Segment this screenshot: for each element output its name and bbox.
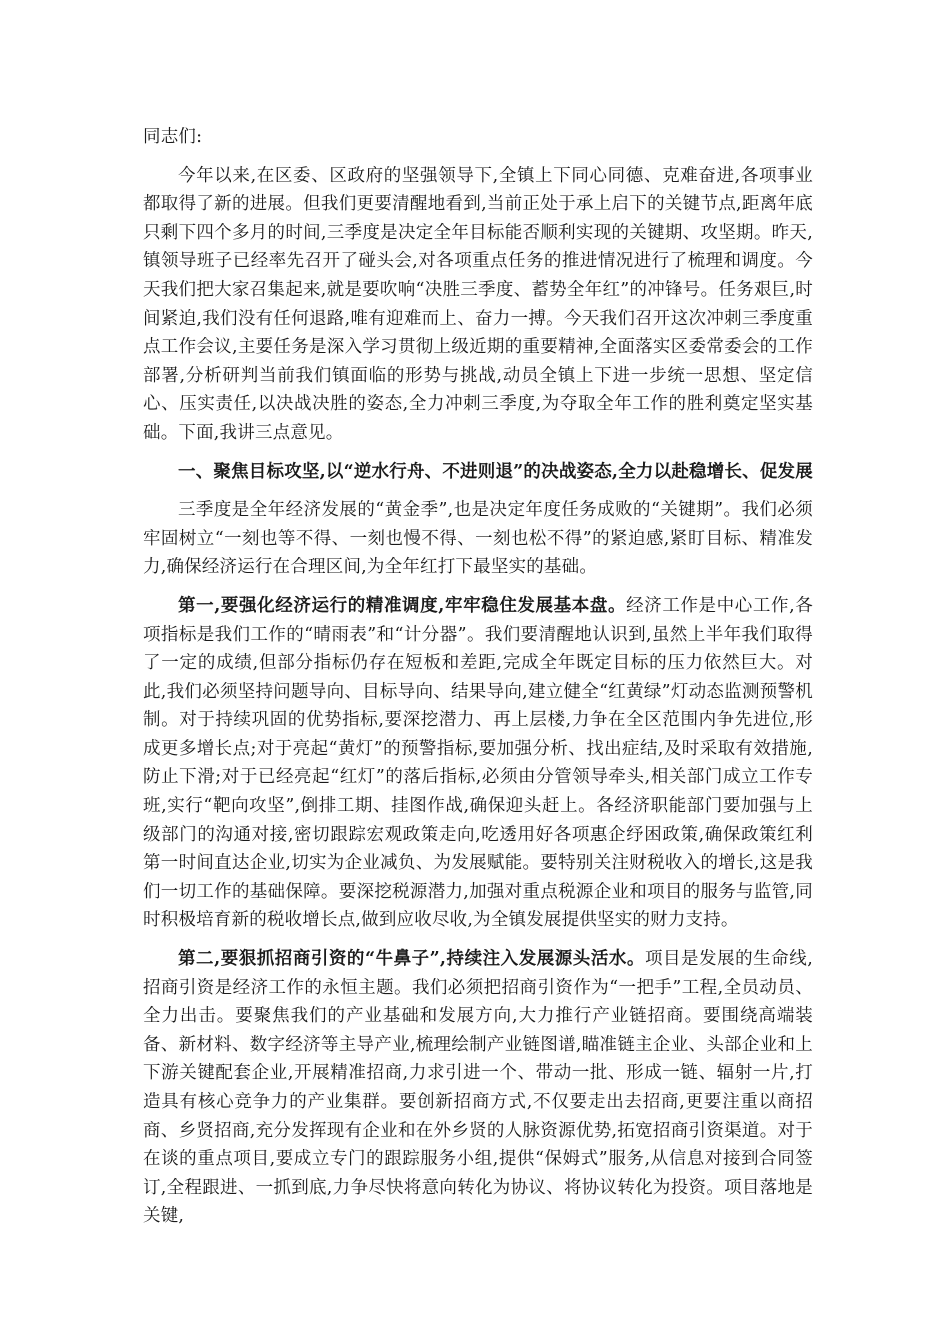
point-2-paragraph	[143, 945, 813, 1231]
point-2-lead: 第二,要狠抓招商引资的“牛鼻子”,持续注入发展源头活水。	[178, 949, 645, 970]
point-1-paragraph	[143, 592, 813, 935]
section-1-intro-paragraph: 三季度是全年经济发展的“黄金季”,也是决定年度任务成败的“关键期”。我们必须牢固树立“一刻也等不得、一刻也慢不得、一刻也松不得”的紧迫感,紧盯目标、精准发力,确保经济运行在合理区间,为全年红打下最坚实的基础。	[143, 500, 813, 578]
point-1-body: 经济工作是中心工作,各项指标是我们工作的“晴雨表”和“计分器”。我们要清醒地认识到,虽然上半年我们取得了一定的成绩,但部分指标仍存在短板和差距,完成全年既定目标的压力依然巨大。对此,我们必须坚持问题导向、目标导向、结果导向,建立健全“红黄绿”灯动态监测预警机制。对于持续巩固的优势指标,要深挖潜力、再上层楼,力争在全区范围内争先进位,形成更多增长点;对于亮起“黄灯”的预警指标,要加强分析、找出症结,及时采取有效措施,防止下滑;对于已经亮起“红灯”的落后指标,必须由分管领导牵头,相关部门成立工作专班,实行“靶向攻坚”,倒排工期、挂图作战,确保迎头赶上。各经济职能部门要加强与上级部门的沟通对接,密切跟踪宏观政策走向,吃透用好各项惠企纾困政策,确保政策红利第一时间直达企业,切实为企业减负、为发展赋能。要特别关注财税收入的增长,这是我们一切工作的基础保障。要深挖税源潜力,加强对重点税源企业和项目的服务与监管,同时积极培育新的税收增长点,做到应收尽收,为全镇发展提供坚实的财力支持。	[143, 595, 813, 931]
salutation: 同志们:	[143, 127, 203, 147]
section-1-heading: 一、聚焦目标攻坚,以“逆水行舟、不进则退”的决战姿态,全力以赴稳增长、促发展	[178, 461, 813, 482]
point-2-body: 项目是发展的生命线,招商引资是经济工作的永恒主题。我们必须把招商引资作为“一把手”工程,全员动员、全力出击。要聚焦我们的产业基础和发展方向,大力推行产业链招商。要围绕高端装备、新材料、数字经济等主导产业,梳理绘制产业链图谱,瞄准链主企业、头部企业和上下游关键配套企业,开展精准招商,力求引进一个、带动一批、形成一链、辐射一片,打造具有核心竞争力的产业集群。要创新招商方式,不仅要走出去招商,更要注重以商招商、乡贤招商,充分发挥现有企业和在外乡贤的人脉资源优势,拓宽招商引资渠道。对于在谈的重点项目,要成立专门的跟踪服务小组,提供“保姆式”服务,从信息对接到合同签订,全程跟进、一抓到底,力争尽快将意向转化为协议、将协议转化为投资。项目落地是关键,	[143, 949, 814, 1227]
document-page	[143, 123, 813, 1241]
point-1-lead: 第一,要强化经济运行的精准调度,牢牢稳住发展基本盘。	[178, 595, 627, 616]
intro-paragraph: 今年以来,在区委、区政府的坚强领导下,全镇上下同心同德、克难奋进,各项事业都取得了新的进展。但我们更要清醒地看到,当前正处于承上启下的关键节点,距离年底只剩下四个多月的时间,三季度是决定全年目标能否顺利实现的关键期、攻坚期。昨天,镇领导班子已经率先召开了碰头会,对各项重点任务的推进情况进行了梳理和调度。今天我们把大家召集起来,就是要吹响“决胜三季度、蓄势全年红”的冲锋号。任务艰巨,时间紧迫,我们没有任何退路,唯有迎难而上、奋力一搏。今天我们召开这次冲刺三季度重点工作会议,主要任务是深入学习贯彻上级近期的重要精神,全面落实区委常委会的工作部署,分析研判当前我们镇面临的形势与挑战,动员全镇上下进一步统一思想、坚定信心、压实责任,以决战决胜的姿态,全力冲刺三季度,为夺取全年工作的胜利奠定坚实基础。下面,我讲三点意见。	[143, 165, 814, 443]
